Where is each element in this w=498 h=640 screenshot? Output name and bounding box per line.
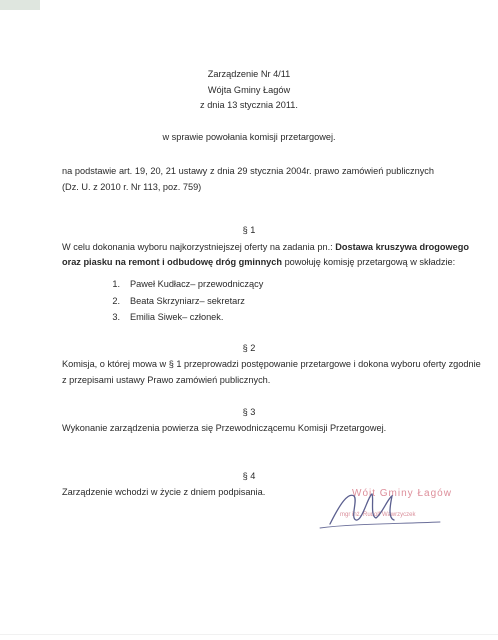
section-3-line1: Wykonanie zarządzenia powierza się Przewodniczącemu Komisji Przetargowej. <box>62 423 387 433</box>
handwritten-signature <box>310 484 450 532</box>
section-1-line2 <box>62 256 455 268</box>
member-list-item <box>106 295 306 307</box>
document-title: Zarządzenie Nr 4/11 <box>207 69 291 79</box>
section-2-number: § 2 <box>242 343 256 353</box>
member-number: 2. <box>112 296 120 306</box>
member-name: Beata Skrzyniarz– sekretarz <box>130 296 245 306</box>
section-4-number: § 4 <box>242 471 256 481</box>
section-4-line1: Zarządzenie wchodzi w życie z dniem podpisania. <box>62 487 266 497</box>
section-2-line1: Komisja, o której mowa w § 1 przeprowadzi postępowanie przetargowe i dokona wyboru oferty zgodnie <box>62 359 481 369</box>
section-1-number: § 1 <box>242 225 256 235</box>
member-list-item <box>106 311 306 323</box>
date-line: z dnia 13 stycznia 2011. <box>200 100 298 110</box>
section-1-line1-task: Dostawa kruszywa drogowego <box>335 242 469 252</box>
issuer-line: Wójta Gminy Łagów <box>207 85 291 95</box>
member-number: 1. <box>112 279 120 289</box>
stamp-name-line: mgr inż. Rudolf Wawrzyczek <box>340 512 416 518</box>
legal-basis-line1: na podstawie art. 19, 20, 21 ustawy z dnia 29 stycznia 2004r. prawo zamówień publicznych <box>62 166 434 176</box>
legal-basis-line2: (Dz. U. z 2010 r. Nr 113, poz. 759) <box>62 182 202 192</box>
section-1-line2-task: oraz piasku na remont i odbudowę dróg gminnych <box>62 257 283 267</box>
member-list-item <box>106 278 306 290</box>
member-name: Paweł Kudłacz– przewodniczący <box>130 279 264 289</box>
stamp-title: Wójt Gminy Łagów <box>352 488 452 499</box>
section-3-number: § 3 <box>242 407 256 417</box>
section-1-line1-text: W celu dokonania wyboru najkorzystniejszej oferty na zadania pn.: <box>62 242 336 252</box>
section-1-line2-text: powołuję komisję przetargową w składzie: <box>282 257 456 267</box>
member-name: Emilia Siwek– członek. <box>130 312 224 322</box>
subject-line: w sprawie powołania komisji przetargowej. <box>162 132 336 142</box>
section-1-line1 <box>62 241 469 253</box>
section-2-line2: z przepisami ustawy Prawo zamówień publicznych. <box>62 375 271 385</box>
member-number: 3. <box>112 312 120 322</box>
page-bottom-edge <box>0 634 498 635</box>
